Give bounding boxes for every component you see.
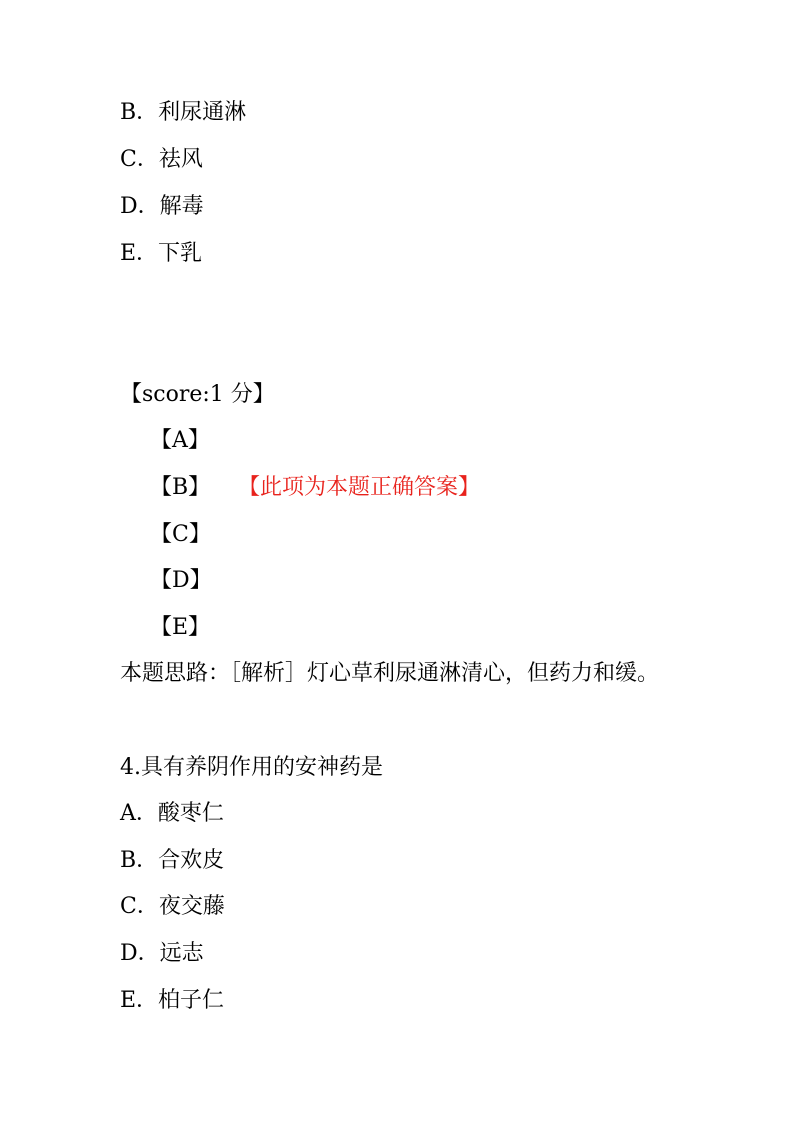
prev-option-e: E．下乳 (120, 241, 203, 266)
answer-choice-d: 【D】 (150, 568, 212, 593)
score-label: 【score:1 分】 (120, 382, 275, 407)
prev-option-d: D．解毒 (120, 194, 204, 219)
correct-answer-marker: 【此项为本题正确答案】 (238, 475, 481, 500)
question-option-c: C．夜交藤 (120, 894, 225, 919)
question-option-d: D．远志 (120, 941, 204, 966)
prev-option-b: B．利尿通淋 (120, 100, 247, 125)
question-option-a: A．酸枣仁 (120, 801, 224, 826)
answer-choice-c: 【C】 (150, 522, 211, 547)
question-option-e: E．柏子仁 (120, 988, 225, 1013)
question-title: 4.具有养阴作用的安神药是 (120, 755, 383, 780)
question-option-b: B．合欢皮 (120, 848, 225, 873)
prev-option-c: C．祛风 (120, 147, 203, 172)
explanation-text: 本题思路：［解析］灯心草利尿通淋清心，但药力和缓。 (120, 661, 660, 686)
answer-choice-b: 【B】 (150, 475, 211, 500)
answer-choice-e: 【E】 (150, 615, 211, 640)
answer-choice-a: 【A】 (150, 428, 210, 453)
